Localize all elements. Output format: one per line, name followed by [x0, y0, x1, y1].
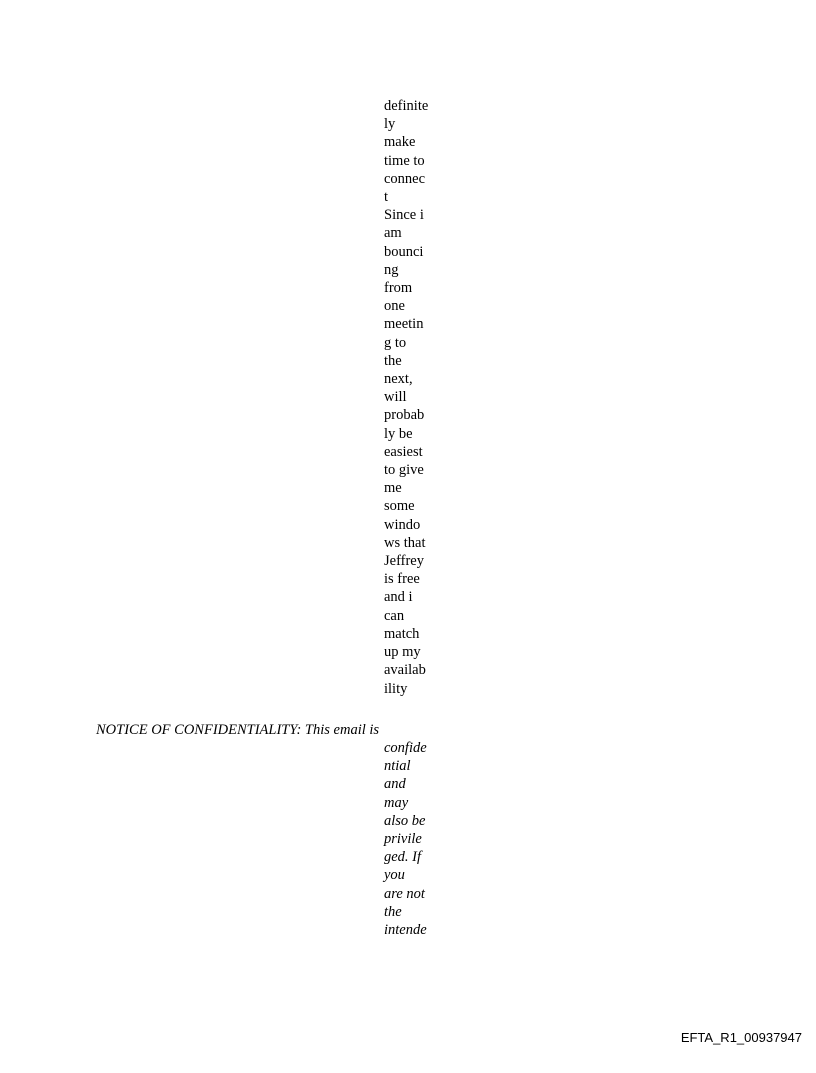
body-text-line: up my [384, 644, 421, 661]
notice-text-line: the [384, 903, 402, 920]
email-body-column [384, 97, 444, 698]
body-text-line: ng [384, 261, 399, 278]
body-text-line: make [384, 134, 416, 151]
body-text-line: ility [384, 680, 408, 697]
body-text-line: Since i [384, 207, 424, 224]
notice-text-line: you [384, 867, 405, 884]
body-text-line: am [384, 225, 402, 242]
body-text-line: g to [384, 334, 407, 351]
confidentiality-notice-column [384, 739, 444, 939]
body-text-line: probab [384, 407, 425, 424]
notice-text-line: confide [384, 740, 427, 756]
notice-text-line: may [384, 794, 409, 811]
body-text-line: t [384, 189, 389, 206]
body-text-line: ws that [384, 534, 426, 551]
body-text-line: one [384, 298, 405, 315]
body-text-line: me [384, 480, 402, 497]
body-text-line: ly be [384, 425, 413, 442]
body-text-line: from [384, 280, 413, 297]
body-text-line: can [384, 607, 405, 624]
notice-text-line: intende [384, 922, 427, 939]
notice-text-line: ged. If [384, 849, 422, 866]
body-text-line: time to [384, 152, 425, 169]
body-text-line: match [384, 625, 420, 642]
notice-text-line: are not [384, 885, 425, 902]
body-text-line: Jeffrey [384, 553, 424, 570]
body-text-line: is free [384, 571, 420, 588]
body-text-line: connec [384, 170, 426, 187]
body-text-line: definite [384, 98, 429, 114]
body-text-line: next, [384, 371, 413, 388]
body-text-line: the [384, 352, 402, 369]
body-text-line: ly [384, 116, 396, 133]
body-text-line: meetin [384, 316, 424, 333]
body-text-line: availab [384, 662, 426, 679]
notice-text-line: ntial [384, 758, 411, 775]
document-id-footer: EFTA_R1_00937947 [680, 1030, 802, 1045]
body-text-line: windo [384, 516, 421, 533]
body-text-line: easiest [384, 443, 423, 460]
body-text-line: will [384, 389, 407, 406]
notice-text-line: also be [384, 812, 426, 829]
notice-text-line: privile [384, 831, 422, 848]
body-text-line: and i [384, 589, 413, 606]
body-text-line: some [384, 498, 415, 515]
body-text-line: bounci [384, 243, 424, 260]
notice-text-line: and [384, 776, 406, 793]
body-text-line: to give [384, 462, 424, 479]
confidentiality-notice-lead: NOTICE OF CONFIDENTIALITY: This email is [96, 722, 380, 738]
